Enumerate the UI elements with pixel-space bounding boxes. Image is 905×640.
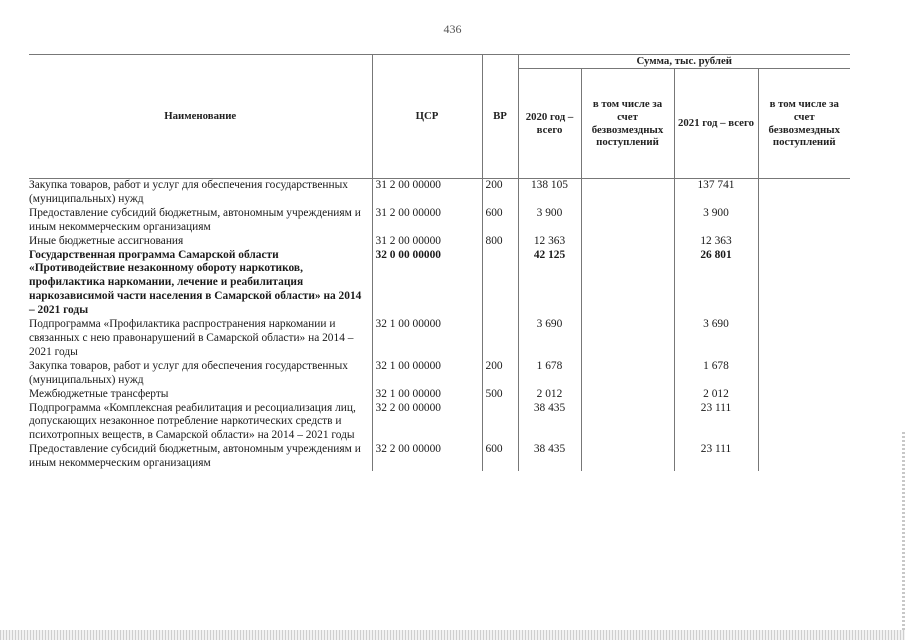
cell-2021-free [758,388,850,402]
cell-2021-total: 3 690 [674,318,758,360]
table-body [29,179,850,472]
header-2020-total: 2020 год – всего [518,69,581,179]
cell-name: Иные бюджетные ассигнования [29,235,372,249]
cell-2021-total: 23 111 [674,443,758,471]
cell-csr: 32 2 00 00000 [372,443,482,471]
cell-2021-total: 23 111 [674,402,758,444]
cell-csr: 31 2 00 00000 [372,207,482,235]
header-2021-total: 2021 год – всего [674,69,758,179]
table-row [29,235,850,249]
cell-vr: 200 [482,360,518,388]
cell-2020-free [581,402,674,444]
cell-2021-free [758,318,850,360]
cell-2020-free [581,235,674,249]
page-number: 436 [443,22,462,36]
cell-2020-free [581,443,674,471]
table-row [29,388,850,402]
cell-csr: 32 1 00 00000 [372,388,482,402]
table-row [29,179,850,207]
cell-2020-free [581,388,674,402]
cell-2021-total: 137 741 [674,179,758,207]
cell-vr: 500 [482,388,518,402]
cell-2021-total: 12 363 [674,235,758,249]
table-row [29,443,850,471]
cell-name: Закупка товаров, работ и услуг для обеспечения государственных (муниципальных) нужд [29,179,372,207]
cell-2021-total: 26 801 [674,249,758,319]
cell-2020-total: 38 435 [518,443,581,471]
cell-2021-free [758,360,850,388]
cell-2021-total: 1 678 [674,360,758,388]
cell-2021-free [758,179,850,207]
cell-2021-total: 3 900 [674,207,758,235]
cell-csr: 31 2 00 00000 [372,179,482,207]
cell-csr: 32 2 00 00000 [372,402,482,444]
cell-vr: 600 [482,207,518,235]
header-2020-free: в том числе за счет безвозмездных поступлений [581,69,674,179]
header-name: Наименование [29,55,372,179]
cell-vr [482,402,518,444]
cell-2020-free [581,207,674,235]
table-row [29,207,850,235]
cell-vr [482,249,518,319]
cell-name: Подпрограмма «Комплексная реабилитация и ресоциализация лиц, допускающих незаконное потребление наркотических средств и психотропных веществ, в Самарской области» на 2014 – 2021 годы [29,402,372,444]
header-sum-group: Сумма, тыс. рублей [518,55,850,69]
budget-table [29,54,850,471]
cell-2020-total: 3 690 [518,318,581,360]
cell-2020-free [581,179,674,207]
cell-2020-free [581,318,674,360]
cell-name: Подпрограмма «Профилактика распространения наркомании и связанных с нею правонарушений в Самарской области» на 2014 – 2021 годы [29,318,372,360]
cell-name: Государственная программа Самарской области «Противодействие незаконному обороту наркотиков, профилактика наркомании, лечение и реабилитация наркозависимой части населения в Самарской области» на 2014 – 2021 годы [29,249,372,319]
cell-2020-free [581,360,674,388]
cell-2020-total: 1 678 [518,360,581,388]
cell-2021-total: 2 012 [674,388,758,402]
cell-2021-free [758,207,850,235]
cell-2020-total: 2 012 [518,388,581,402]
table-row [29,360,850,388]
cell-2021-free [758,443,850,471]
cell-2021-free [758,402,850,444]
cell-2020-free [581,249,674,319]
cell-2020-total: 12 363 [518,235,581,249]
cell-2020-total: 42 125 [518,249,581,319]
cell-2021-free [758,249,850,319]
table-row [29,249,850,319]
table-row [29,318,850,360]
cell-vr: 200 [482,179,518,207]
cell-2020-total: 38 435 [518,402,581,444]
cell-2021-free [758,235,850,249]
cell-name: Межбюджетные трансферты [29,388,372,402]
cell-vr [482,318,518,360]
cell-name: Закупка товаров, работ и услуг для обеспечения государственных (муниципальных) нужд [29,360,372,388]
cell-name: Предоставление субсидий бюджетным, автономным учреждениям и иным некоммерческим организациям [29,207,372,235]
cell-csr: 32 1 00 00000 [372,318,482,360]
header-csr: ЦСР [372,55,482,179]
header-vr: ВР [482,55,518,179]
cell-csr: 31 2 00 00000 [372,235,482,249]
cell-csr: 32 1 00 00000 [372,360,482,388]
cell-vr: 800 [482,235,518,249]
cell-2020-total: 138 105 [518,179,581,207]
table-header [29,55,850,179]
cell-csr: 32 0 00 00000 [372,249,482,319]
cell-vr: 600 [482,443,518,471]
header-2021-free: в том числе за счет безвозмездных поступлений [758,69,850,179]
scan-artifact-bottom [0,630,905,640]
cell-2020-total: 3 900 [518,207,581,235]
table-row [29,402,850,444]
cell-name: Предоставление субсидий бюджетным, автономным учреждениям и иным некоммерческим организациям [29,443,372,471]
